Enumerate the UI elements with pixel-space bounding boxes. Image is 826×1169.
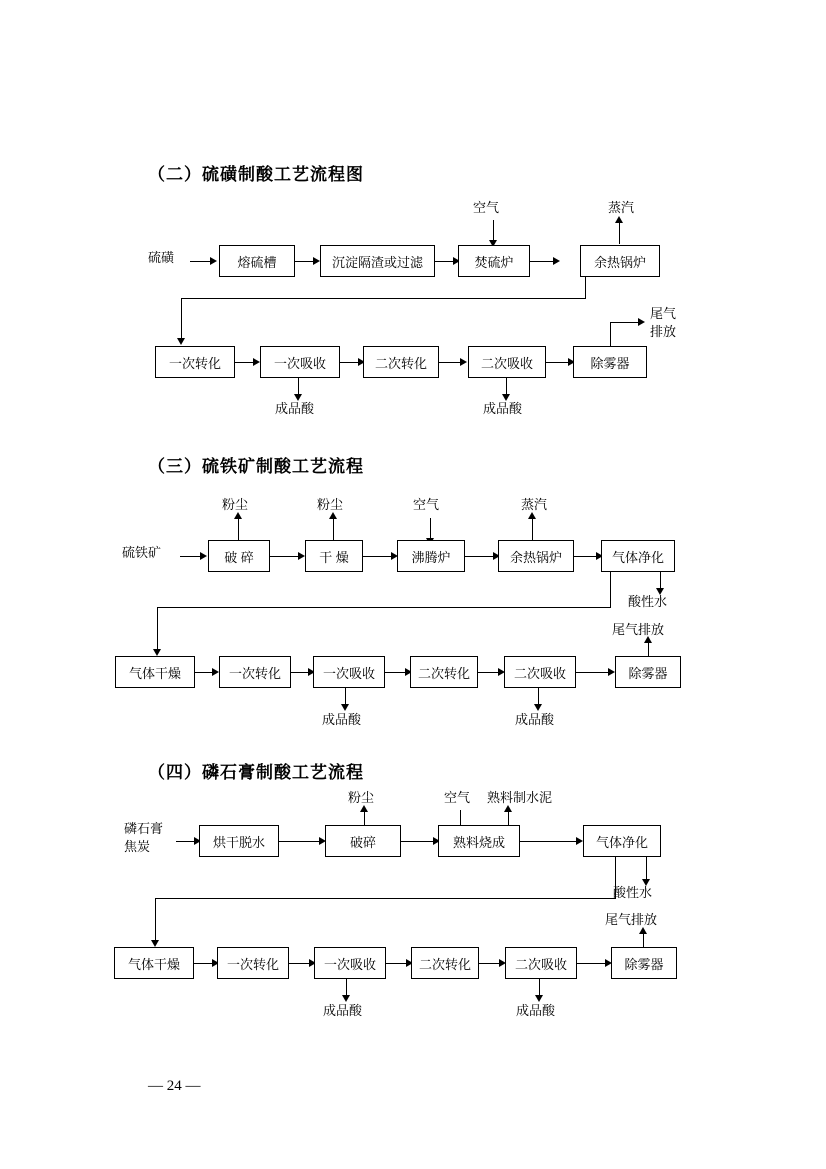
process-box-ercizhuanhua-pg[interactable]: 二次转化 [411,947,479,979]
process-box-ercixishou-sulfur[interactable]: 二次吸收 [468,346,546,378]
process-box-chuwuqi-pg[interactable]: 除雾器 [611,947,677,979]
connector-s1 [295,261,315,262]
connector-s4-across [181,298,586,299]
label-product-acid-sulfur-2: 成品酸 [483,401,523,416]
arrowhead-tail-pg [639,927,647,934]
process-box-yicixishou-sulfur[interactable]: 一次吸收 [260,346,340,378]
arrowhead-dust-pg [360,805,368,812]
process-box-yicixishou-pg[interactable]: 一次吸收 [314,947,386,979]
connector-air-pyrite [430,518,431,540]
arrowhead-s1 [313,257,320,265]
label-air-pg: 空气 [444,790,471,805]
arrowhead-steam-sulfur [615,216,623,223]
process-box-qitiganzao-pyrite[interactable]: 气体干燥 [115,656,195,688]
process-box-chendian[interactable]: 沉淀隔渣或过滤 [320,245,435,277]
connector-pg2 [401,841,435,842]
connector-s8 [546,362,570,363]
connector-steam-pyrite [532,518,533,540]
connector-s4-down [585,277,586,299]
process-box-ercizhuanhua-sulfur[interactable]: 二次转化 [363,346,439,378]
process-box-yicizhuanhua-pg[interactable]: 一次转化 [217,947,289,979]
label-product-acid-pyrite-2: 成品酸 [515,712,555,727]
connector-pg3 [520,841,578,842]
arrowhead-p5 [153,649,161,656]
label-tailgas-pyrite: 尾气排放 [612,622,665,637]
process-box-rongliucao[interactable]: 熔硫槽 [219,245,295,277]
arrowhead-dust-p2 [329,512,337,519]
process-box-chuwuqi-pyrite[interactable]: 除雾器 [615,656,681,688]
process-box-yicizhuanhua-pyrite[interactable]: 一次转化 [219,656,291,688]
label-input-coke: 焦炭 [124,839,151,854]
arrowhead-acid-p1 [341,704,349,711]
arrowhead-s5 [253,358,260,366]
process-box-posui-pg[interactable]: 破碎 [325,825,401,857]
label-input-pyrite: 硫铁矿 [122,545,162,560]
connector-pg5 [194,963,214,964]
process-box-qitijinghua-pg[interactable]: 气体净化 [583,825,661,857]
process-box-ercixishou-pyrite[interactable]: 二次吸收 [504,656,576,688]
process-box-ganzao-pyrite[interactable]: 干 燥 [305,540,363,572]
label-steam-pyrite: 蒸汽 [521,497,548,512]
arrowhead-s7 [460,358,467,366]
process-box-hongganshuohui[interactable]: 烘干脱水 [199,825,279,857]
label-acid-water-pg: 酸性水 [613,885,653,900]
label-product-acid-sulfur-1: 成品酸 [275,401,315,416]
label-tailgas-sulfur-1: 尾气 [650,306,677,321]
connector-p4 [574,556,598,557]
connector-pg4-drop [155,898,156,942]
arrowhead-tail-pyrite [644,636,652,643]
connector-s7 [439,362,462,363]
connector-s4-drop [181,298,182,340]
process-box-feitenglu[interactable]: 沸腾炉 [397,540,465,572]
process-box-yureguolu-pyrite[interactable]: 余热锅炉 [498,540,574,572]
label-product-acid-pg-1: 成品酸 [323,1003,363,1018]
label-tailgas-sulfur-2: 排放 [650,324,677,339]
connector-acidwater-pg [646,857,647,881]
connector-dust-p2 [333,518,334,540]
connector-tail-pyrite [648,641,649,657]
connector-pg7 [386,963,408,964]
connector-p5-across [157,607,611,608]
connector-pg4-across [155,898,615,899]
arrowhead-acid-pg2 [535,995,543,1002]
arrowhead-s3 [553,257,560,265]
connector-dust-p1 [238,518,239,540]
arrowhead-in-sulfur [210,257,217,265]
label-dust-pg: 粉尘 [348,790,375,805]
process-box-fenliulu[interactable]: 焚硫炉 [458,245,530,277]
label-product-acid-pg-2: 成品酸 [516,1003,556,1018]
label-steam-sulfur: 蒸汽 [608,200,635,215]
process-box-qitiganzao-pg[interactable]: 气体干燥 [114,947,194,979]
label-input-phosphogypsum: 磷石膏 [124,821,164,836]
arrowhead-steam-pyrite [528,512,536,519]
arrowhead-pg3 [576,837,583,845]
connector-tail-sulfur-up [610,322,611,348]
arrowhead-acid-pg1 [342,995,350,1002]
section-title-sulfur: （二）硫磺制酸工艺流程图 [148,165,364,184]
arrowhead-clinker-pg [504,805,512,812]
connector-pg9 [577,963,607,964]
connector-steam-sulfur [619,222,620,244]
connector-p9 [478,672,500,673]
process-box-yicixishou-pyrite[interactable]: 一次吸收 [313,656,385,688]
connector-in-sulfur [190,261,212,262]
connector-p3 [465,556,495,557]
label-tailgas-pg: 尾气排放 [605,912,658,927]
connector-p1 [270,556,300,557]
process-box-yicizhuanhua-sulfur[interactable]: 一次转化 [155,346,235,378]
label-air-pyrite: 空气 [413,497,440,512]
connector-pg8 [479,963,501,964]
connector-p10 [576,672,610,673]
label-clinker-cement-pg: 熟料制水泥 [487,790,553,805]
process-box-posui-pyrite[interactable]: 破 碎 [208,540,270,572]
label-acid-water-pyrite: 酸性水 [628,594,668,609]
page-number: — 24 — [148,1078,201,1094]
arrowhead-dust-p1 [234,512,242,519]
arrowhead-p10 [608,668,615,676]
connector-s5 [235,362,255,363]
label-air-sulfur: 空气 [473,200,500,215]
arrowhead-p6 [212,668,219,676]
process-box-ercixishou-pg[interactable]: 二次吸收 [505,947,577,979]
section-title-pyrite: （三）硫铁矿制酸工艺流程 [148,457,364,476]
section-title-phosphogypsum: （四）磷石膏制酸工艺流程 [148,763,364,782]
arrowhead-pg4 [151,940,159,947]
connector-p2 [363,556,393,557]
connector-s2 [435,261,455,262]
connector-p5-drop [157,607,158,651]
process-box-chuwuqi-sulfur[interactable]: 除雾器 [573,346,647,378]
connector-air-sulfur [493,220,494,242]
arrowhead-acid-s1 [294,394,302,401]
connector-pg1 [279,841,321,842]
connector-tail-pg [643,932,644,948]
connector-tail-sulfur-across [610,322,640,323]
connector-p5-down [610,572,611,608]
connector-s3 [530,261,555,262]
process-box-ercizhuanhua-pyrite[interactable]: 二次转化 [410,656,478,688]
connector-in-pyrite [180,556,202,557]
arrowhead-p1 [298,552,305,560]
process-box-shuliaoshaocheng[interactable]: 熟料烧成 [438,825,520,857]
connector-s6 [340,362,360,363]
label-product-acid-pyrite-1: 成品酸 [322,712,362,727]
label-dust-pyrite-1: 粉尘 [222,497,249,512]
process-box-yureguolu[interactable]: 余热锅炉 [580,245,660,277]
process-box-qitijinghua-pyrite[interactable]: 气体净化 [601,540,675,572]
arrowhead-s4 [177,338,185,345]
arrowhead-acid-p2 [534,704,542,711]
arrowhead-in-pyrite [200,552,207,560]
connector-in-pg [176,841,196,842]
label-dust-pyrite-2: 粉尘 [317,497,344,512]
label-input-sulfur: 硫磺 [148,250,175,265]
connector-pg4-down [615,857,616,899]
arrowhead-acid-s2 [502,394,510,401]
arrowhead-tail-sulfur [638,318,645,326]
connector-pg6 [289,963,311,964]
connector-p8 [385,672,407,673]
